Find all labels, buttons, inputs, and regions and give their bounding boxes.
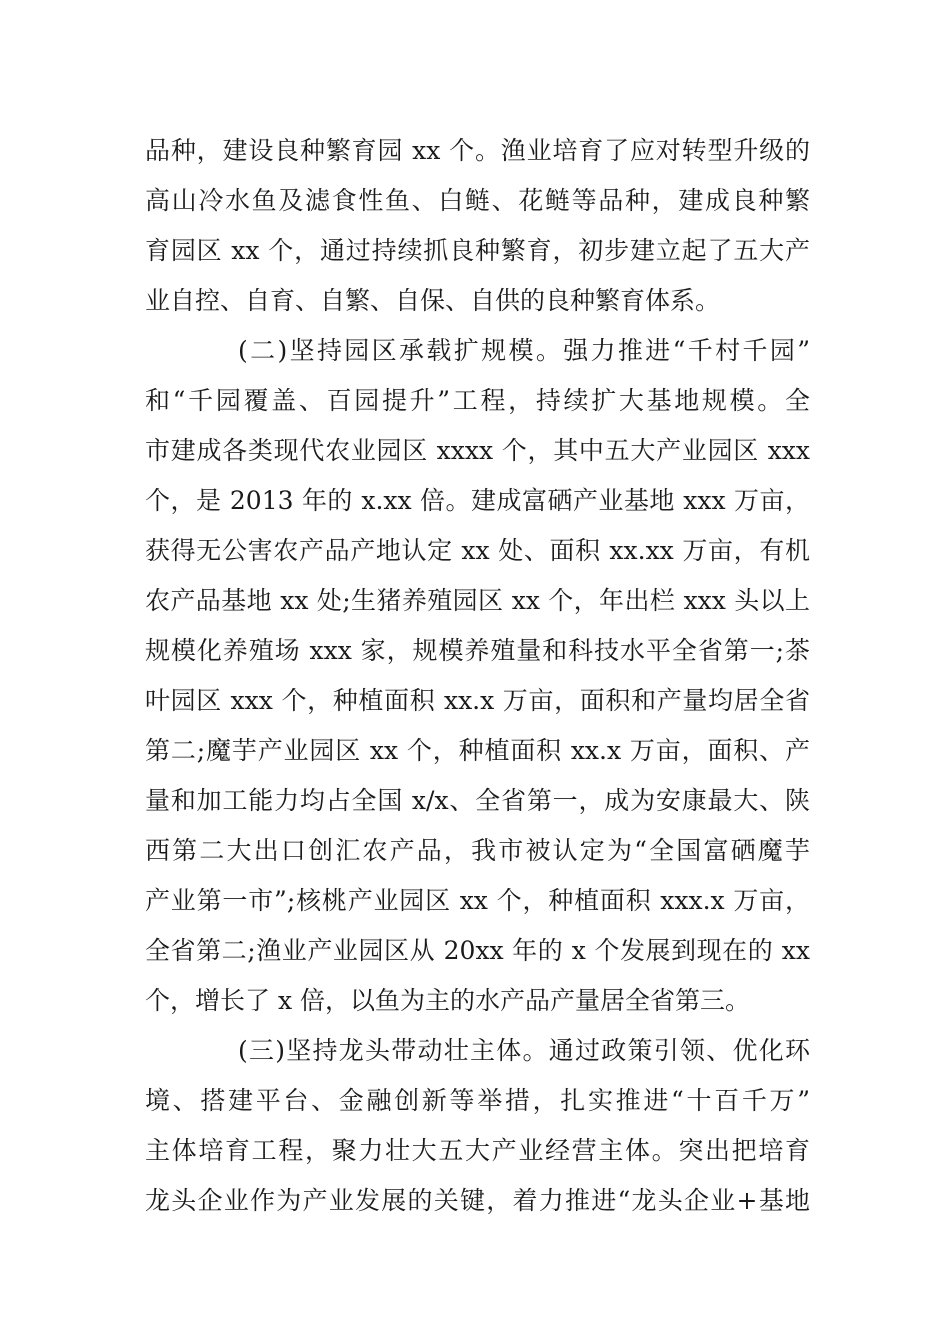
- text-line: 产业第一市”;核桃产业园区 xx 个，种植面积 xxx.x 万亩，: [145, 886, 810, 915]
- text-line: 规模化养殖场 xxx 家，规模养殖量和科技水平全省第一;茶: [145, 636, 810, 665]
- text-line: 市建成各类现代农业园区 xxxx 个，其中五大产业园区 xxx: [145, 436, 810, 465]
- text-line: 高山冷水鱼及滤食性鱼、白鲢、花鲢等品种，建成良种繁: [145, 186, 810, 215]
- text-line: 西第二大出口创汇农产品，我市被认定为“全国富硒魔芋: [145, 836, 810, 865]
- section-heading-line: (三)坚持龙头带动壮主体。通过政策引领、优化环: [238, 1036, 810, 1065]
- text-line: 业自控、自育、自繁、自保、自供的良种繁育体系。: [145, 286, 721, 315]
- text-line: 全省第二;渔业产业园区从 20xx 年的 x 个发展到现在的 xx: [145, 936, 810, 965]
- text-line: 农产品基地 xx 处;生猪养殖园区 xx 个，年出栏 xxx 头以上: [145, 586, 810, 615]
- text-line: 叶园区 xxx 个，种植面积 xx.x 万亩，面积和产量均居全省: [145, 686, 810, 715]
- text-line: 境、搭建平台、金融创新等举措，扎实推进“十百千万”: [145, 1086, 810, 1115]
- text-line: 品种，建设良种繁育园 xx 个。渔业培育了应对转型升级的: [145, 136, 810, 165]
- text-line: 主体培育工程，聚力壮大五大产业经营主体。突出把培育: [145, 1136, 810, 1165]
- text-line: 育园区 xx 个，通过持续抓良种繁育，初步建立起了五大产: [145, 236, 810, 265]
- text-line: 龙头企业作为产业发展的关键，着力推进“龙头企业+基地: [145, 1186, 810, 1215]
- text-line: 获得无公害农产品产地认定 xx 处、面积 xx.xx 万亩，有机: [145, 536, 810, 565]
- text-line: 和“千园覆盖、百园提升”工程，持续扩大基地规模。全: [145, 386, 810, 415]
- section-heading-line: (二)坚持园区承载扩规模。强力推进“千村千园”: [238, 336, 810, 365]
- text-line: 个，增长了 x 倍，以鱼为主的水产品产量居全省第三。: [145, 986, 750, 1015]
- text-line: 个，是 2013 年的 x.xx 倍。建成富硒产业基地 xxx 万亩，: [145, 486, 810, 515]
- text-line: 第二;魔芋产业园区 xx 个，种植面积 xx.x 万亩，面积、产: [145, 736, 810, 765]
- text-line: 量和加工能力均占全国 x/x、全省第一，成为安康最大、陕: [145, 786, 810, 815]
